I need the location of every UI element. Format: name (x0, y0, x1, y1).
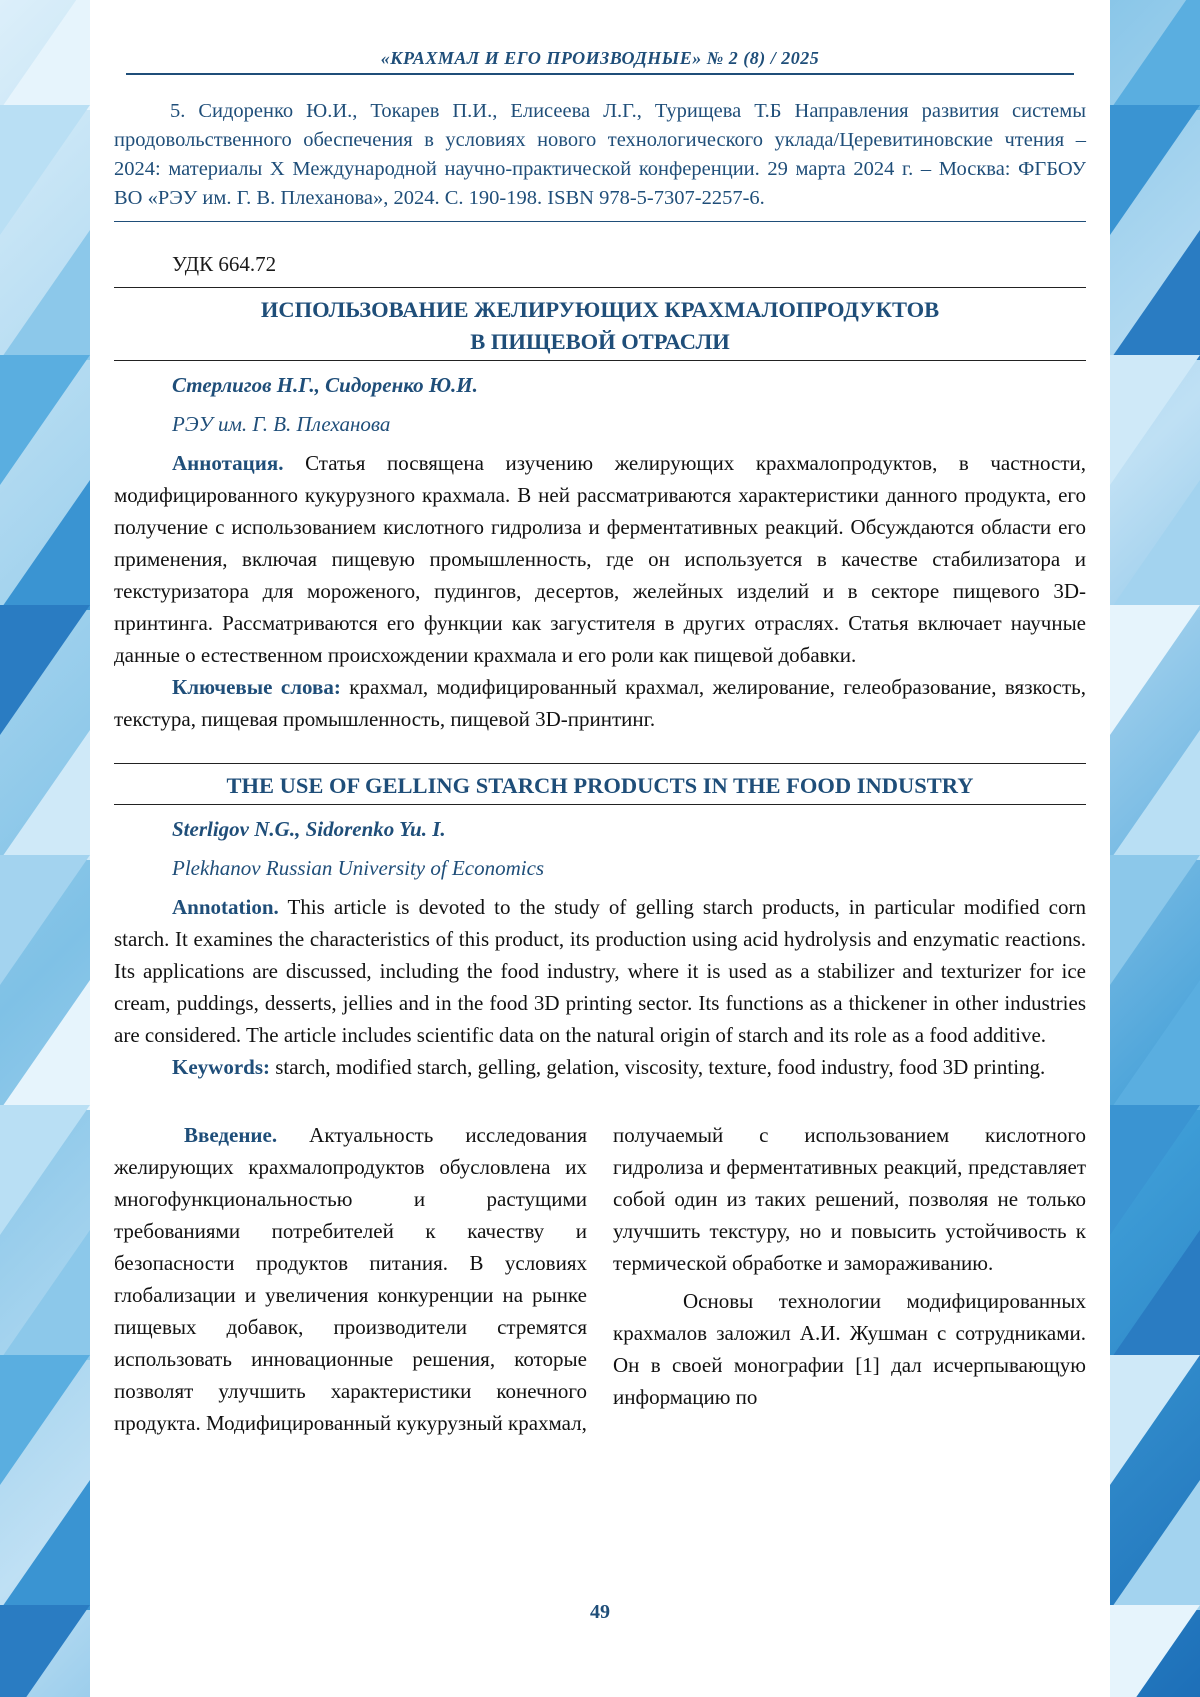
decor-triangle (0, 230, 90, 360)
decor-triangle (1110, 1605, 1200, 1697)
decor-triangle (0, 1230, 90, 1360)
body-left-column (114, 1119, 587, 1439)
en-keywords-label: Keywords: (172, 1055, 270, 1079)
en-keywords-text: starch, modified starch, gelling, gelation, viscosity, texture, food industry, food 3D printing. (275, 1055, 1045, 1079)
decor-triangle (0, 1605, 90, 1697)
decor-triangle (1110, 855, 1200, 985)
ru-keywords (114, 671, 1086, 735)
en-abstract-text: This article is devoted to the study of gelling starch products, in particular modified corn starch. It examines the characteristics of this product, its production using acid hydrolysis and enzymatic reactions. Its applications are discussed, including the food industry, where it is used as a stabilizer and texturizer for ice cream, puddings, desserts, jellies and in the food 3D printing sector. Its functions as a thickener in other industries are considered. The article includes scientific data on the natural origin of starch and its role as a food additive. (114, 895, 1086, 1047)
ru-title-line-2: В ПИЩЕВОЙ ОТРАСЛИ (114, 326, 1086, 358)
en-authors: Sterligov N.G., Sidorenko Yu. I. (114, 817, 1086, 842)
decor-triangle (0, 855, 90, 985)
ru-abstract-label: Аннотация. (172, 451, 283, 475)
decor-triangle (0, 480, 90, 610)
decor-triangle (0, 355, 90, 485)
decor-triangle (0, 1105, 90, 1235)
reference-item: 5. Сидоренко Ю.И., Токарев П.И., Елисеева Л.Г., Турищева Т.Б Направления развития системы продовольственного обеспечения в условиях нового технологического уклада/Церевитиновские чтения – 2024: материалы X Международной научно-практической конференции. 29 марта 2024 г. – Москва: ФГБОУ ВО «РЭУ им. Г. В. Плеханова», 2024. С. 190-198. ISBN 978-5-7307-2257-6. (114, 97, 1086, 222)
body-paragraph-foundations: Основы технологии модифицированных крахмалов заложил А.И. Жушман с сотрудниками. Он в своей монографии [1] дал исчерпывающую информацию по (613, 1285, 1086, 1413)
ru-title-line-1: ИСПОЛЬЗОВАНИЕ ЖЕЛИРУЮЩИХ КРАХМАЛОПРОДУКТОВ (114, 294, 1086, 326)
running-header: «КРАХМАЛ И ЕГО ПРОИЗВОДНЫЕ» № 2 (8) / 2025 (126, 48, 1074, 75)
title-bottom-rule (114, 360, 1086, 361)
decor-triangle (1110, 230, 1200, 360)
decor-triangle (0, 605, 90, 735)
decor-triangle (0, 980, 90, 1110)
body-right-column (613, 1119, 1086, 1439)
en-affiliation: Plekhanov Russian University of Economics (114, 856, 1086, 881)
en-abstract (114, 891, 1086, 1051)
right-decorative-border (1110, 0, 1200, 1697)
page-number: 49 (90, 1601, 1110, 1624)
decor-triangle (0, 730, 90, 860)
decor-triangle (1110, 1230, 1200, 1360)
decor-triangle (0, 105, 90, 235)
ru-authors: Стерлигов Н.Г., Сидоренко Ю.И. (114, 373, 1086, 398)
journal-page (90, 0, 1110, 1697)
decor-triangle (1110, 1355, 1200, 1485)
intro-paragraph (114, 1119, 587, 1439)
decor-triangle (1110, 105, 1200, 235)
en-abstract-label: Annotation. (172, 895, 279, 919)
en-article-title: THE USE OF GELLING STARCH PRODUCTS IN THE FOOD INDUSTRY (114, 764, 1086, 804)
body-paragraph-continued: получаемый с использованием кислотного гидролиза и ферментативных реакций, представляет собой один из таких решений, позволяя не только улучшить текстуру, но и повысить устойчивость к термической обработке и замораживанию. (613, 1119, 1086, 1279)
decor-triangle (1110, 730, 1200, 860)
decor-triangle (1110, 980, 1200, 1110)
decor-triangle (1110, 0, 1200, 110)
udk-code: УДК 664.72 (114, 252, 1086, 277)
decor-triangle (0, 1355, 90, 1485)
ru-keywords-text: крахмал, модифицированный крахмал, желирование, гелеобразование, вязкость, текстура, пищевая промышленность, пищевой 3D-принтинг. (114, 675, 1086, 731)
decor-triangle (1110, 1480, 1200, 1610)
intro-text: Актуальность исследования желирующих крахмалопродуктов обусловлена их многофункциональностью и растущими требованиями потребителей к качеству и безопасности продуктов питания. В условиях глобализации и увеличения конкуренции на рынке пищевых добавок, производители стремятся использовать инновационные решения, которые позволят улучшить характеристики конечного продукта. Модифицированный кукурузный крахмал, (114, 1123, 587, 1435)
ru-article-title (114, 288, 1086, 360)
ru-keywords-label: Ключевые слова: (172, 675, 341, 699)
decor-triangle (0, 0, 90, 110)
ru-affiliation: РЭУ им. Г. В. Плеханова (114, 412, 1086, 437)
ru-abstract-text: Статья посвящена изучению желирующих крахмалопродуктов, в частности, модифицированного кукурузного крахмала. В ней рассматриваются характеристики данного продукта, его получение с использованием кислотного гидролиза и ферментативных реакций. Обсуждаются области его применения, включая пищевую промышленность, где он используется в качестве стабилизатора и текстуризатора для мороженого, пудингов, десертов, желейных изделий и в секторе пищевого 3D-принтинга. Рассматриваются его функции как загустителя в других отраслях. Статья включает научные данные о естественном происхождении крахмала и его роли как пищевой добавки. (114, 451, 1086, 667)
decor-triangle (1110, 605, 1200, 735)
body-columns (114, 1119, 1086, 1439)
ru-abstract (114, 447, 1086, 671)
en-title-bottom-rule (114, 804, 1086, 805)
decor-triangle (0, 1480, 90, 1610)
decor-triangle (1110, 1105, 1200, 1235)
decor-triangle (1110, 355, 1200, 485)
decor-triangle (1110, 480, 1200, 610)
left-decorative-border (0, 0, 90, 1697)
intro-label: Введение. (184, 1123, 277, 1147)
en-keywords (114, 1051, 1086, 1083)
